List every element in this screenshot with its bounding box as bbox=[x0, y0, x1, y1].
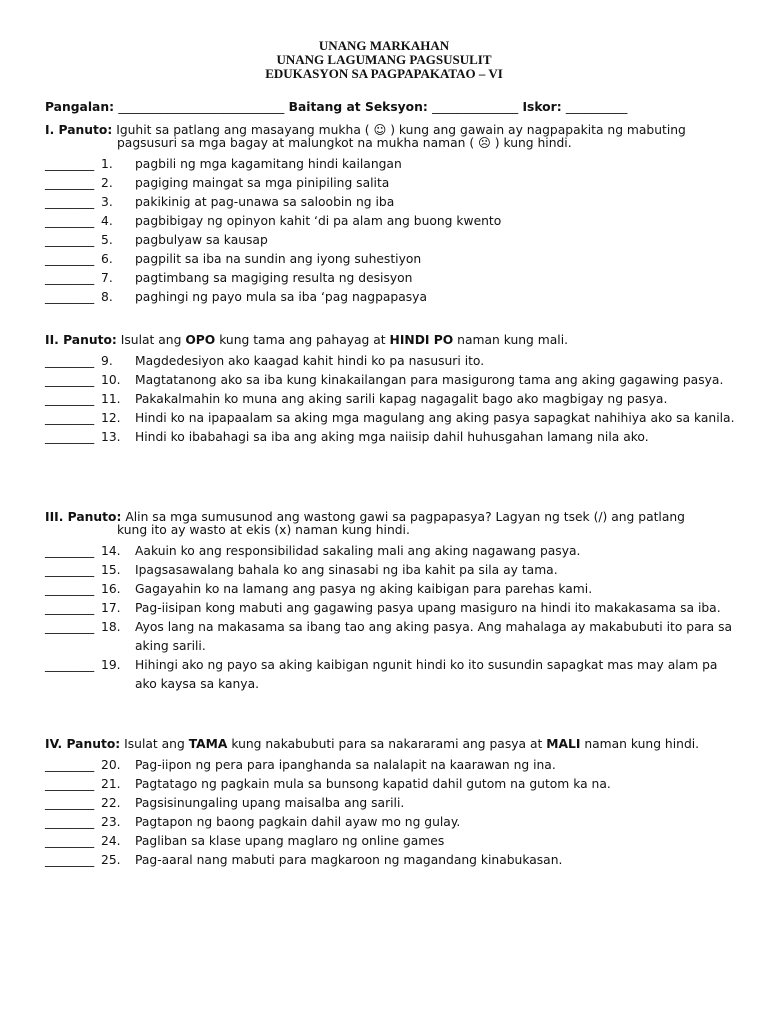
item-text: pagbibigay ng opinyon kahit ‘di pa alam ang buong kwento bbox=[135, 214, 502, 228]
section-3-items bbox=[45, 542, 735, 694]
item-text: Hindi ko na ipapaalam sa aking mga magulang ang aking pasya sapagkat nahihiya ako sa kanila. bbox=[135, 411, 735, 425]
section-2-items bbox=[45, 352, 735, 447]
answer-blank[interactable]: ________ bbox=[45, 411, 95, 425]
item-text: Hihingi ako ng payo sa aking kaibigan ngunit hindi ko ito susundin sapagkat mas may alam pa ako kaysa sa kanya. bbox=[135, 658, 718, 691]
item-number: 13. bbox=[101, 430, 121, 444]
grade-section-blank[interactable]: ______________ bbox=[432, 100, 519, 114]
item-number: 22. bbox=[101, 796, 121, 810]
answer-blank[interactable]: ________ bbox=[45, 758, 95, 772]
item-text: Hindi ko ibabahagi sa iba ang aking mga naiisip dahil huhusgahan lamang nila ako. bbox=[135, 430, 649, 444]
item-number: 23. bbox=[101, 815, 121, 829]
header-quarter: UNANG MARKAHAN bbox=[318, 38, 450, 53]
quiz-item-4 bbox=[45, 212, 735, 231]
item-number: 7. bbox=[101, 271, 113, 285]
section-3-instructions bbox=[45, 511, 735, 537]
answer-keyword-tama: TAMA bbox=[188, 737, 228, 751]
instruction-text: naman kung hindi. bbox=[584, 737, 700, 751]
quiz-item-25 bbox=[45, 851, 735, 870]
answer-blank[interactable]: ________ bbox=[45, 834, 95, 848]
answer-keyword-hindi-po: HINDI PO bbox=[389, 333, 454, 347]
answer-blank[interactable]: ________ bbox=[45, 430, 95, 444]
section-2-label: II. Panuto: bbox=[45, 333, 117, 347]
item-text: pakikinig at pag-unawa sa saloobin ng iba bbox=[135, 195, 395, 209]
answer-blank[interactable]: ________ bbox=[45, 601, 95, 615]
item-number: 19. bbox=[101, 658, 121, 672]
item-number: 4. bbox=[101, 214, 113, 228]
section-1 bbox=[45, 124, 735, 307]
header-subject: EDUKASYON SA PAGPAPAKATAO – VI bbox=[265, 66, 503, 81]
answer-keyword-mali: MALI bbox=[546, 737, 581, 751]
answer-blank[interactable]: ________ bbox=[45, 582, 95, 596]
answer-blank[interactable]: ________ bbox=[45, 233, 95, 247]
item-number: 12. bbox=[101, 411, 121, 425]
answer-blank[interactable]: ________ bbox=[45, 373, 95, 387]
answer-blank[interactable]: ________ bbox=[45, 214, 95, 228]
quiz-item-12 bbox=[45, 409, 735, 428]
answer-blank[interactable]: ________ bbox=[45, 157, 95, 171]
item-text: Magdedesiyon ako kaagad kahit hindi ko pa nasusuri ito. bbox=[135, 354, 485, 368]
item-text: Magtatanong ako sa iba kung kinakailangan para masigurong tama ang aking gagawing pasya. bbox=[135, 373, 724, 387]
item-text: Pagliban sa klase upang maglaro ng online games bbox=[135, 834, 445, 848]
quiz-item-22 bbox=[45, 794, 735, 813]
item-number: 17. bbox=[101, 601, 121, 615]
quiz-item-14 bbox=[45, 542, 735, 561]
answer-blank[interactable]: ________ bbox=[45, 544, 95, 558]
quiz-item-18 bbox=[45, 618, 735, 656]
item-text: pagpilit sa iba na sundin ang iyong suhestiyon bbox=[135, 252, 422, 266]
item-number: 15. bbox=[101, 563, 121, 577]
item-text: pagbili ng mga kagamitang hindi kailangan bbox=[135, 157, 402, 171]
section-4 bbox=[45, 738, 735, 870]
quiz-item-7 bbox=[45, 269, 735, 288]
item-text: Aakuin ko ang responsibilidad sakaling mali ang aking nagawang pasya. bbox=[135, 544, 581, 558]
item-text: pagtimbang sa magiging resulta ng desisyon bbox=[135, 271, 413, 285]
item-text: Pag-iipon ng pera para ipanghanda sa nalalapit na kaarawan ng ina. bbox=[135, 758, 556, 772]
section-1-text-line1: Iguhit sa patlang ang masayang mukha ( ☺ ) kung ang gawain ay nagpapakita ng mabuting bbox=[116, 123, 686, 137]
instruction-text: Isulat ang bbox=[124, 737, 185, 751]
quiz-item-6 bbox=[45, 250, 735, 269]
answer-blank[interactable]: ________ bbox=[45, 796, 95, 810]
answer-blank[interactable]: ________ bbox=[45, 176, 95, 190]
item-number: 5. bbox=[101, 233, 113, 247]
name-label: Pangalan: bbox=[45, 100, 115, 114]
item-number: 3. bbox=[101, 195, 113, 209]
quiz-item-11 bbox=[45, 390, 735, 409]
section-1-text-line2: pagsusuri sa mga bagay at malungkot na mukha naman ( ☹ ) kung hindi. bbox=[117, 136, 572, 150]
quiz-item-21 bbox=[45, 775, 735, 794]
item-text: Pakakalmahin ko muna ang aking sarili kapag nagagalit bago ako magbigay ng pasya. bbox=[135, 392, 668, 406]
section-2-instructions bbox=[45, 334, 735, 347]
item-number: 11. bbox=[101, 392, 121, 406]
answer-blank[interactable]: ________ bbox=[45, 271, 95, 285]
quiz-item-23 bbox=[45, 813, 735, 832]
section-1-items bbox=[45, 155, 735, 307]
score-blank[interactable]: __________ bbox=[565, 100, 628, 114]
item-number: 18. bbox=[101, 620, 121, 634]
section-1-label: I. Panuto: bbox=[45, 123, 113, 137]
item-text: Pagtatago ng pagkain mula sa bunsong kapatid dahil gutom na gutom ka na. bbox=[135, 777, 611, 791]
quiz-item-5 bbox=[45, 231, 735, 250]
answer-blank[interactable]: ________ bbox=[45, 777, 95, 791]
quiz-item-1 bbox=[45, 155, 735, 174]
item-number: 2. bbox=[101, 176, 113, 190]
item-number: 8. bbox=[101, 290, 113, 304]
answer-keyword-opo: OPO bbox=[185, 333, 216, 347]
answer-blank[interactable]: ________ bbox=[45, 354, 95, 368]
item-text: pagbulyaw sa kausap bbox=[135, 233, 268, 247]
section-3-text-line1: Alin sa mga sumusunod ang wastong gawi sa pagpapasya? Lagyan ng tsek (/) ang patlang bbox=[125, 510, 685, 524]
instruction-text: kung nakabubuti para sa nakararami ang pasya at bbox=[231, 737, 543, 751]
answer-blank[interactable]: ________ bbox=[45, 853, 95, 867]
header-test-title: UNANG LAGUMANG PAGSUSULIT bbox=[276, 52, 492, 67]
score-label: Iskor: bbox=[522, 100, 562, 114]
item-number: 1. bbox=[101, 157, 113, 171]
grade-section-label: Baitang at Seksyon: bbox=[288, 100, 428, 114]
item-number: 10. bbox=[101, 373, 121, 387]
answer-blank[interactable]: ________ bbox=[45, 658, 95, 672]
answer-blank[interactable]: ________ bbox=[45, 563, 95, 577]
item-text: Pagtapon ng baong pagkain dahil ayaw mo ng gulay. bbox=[135, 815, 461, 829]
quiz-item-20 bbox=[45, 756, 735, 775]
quiz-item-3 bbox=[45, 193, 735, 212]
instruction-text: kung tama ang pahayag at bbox=[219, 333, 386, 347]
item-text: Ipagsasawalang bahala ko ang sinasabi ng iba kahit pa sila ay tama. bbox=[135, 563, 558, 577]
section-4-instructions bbox=[45, 738, 735, 751]
quiz-item-13 bbox=[45, 428, 735, 447]
item-number: 16. bbox=[101, 582, 121, 596]
item-number: 25. bbox=[101, 853, 121, 867]
quiz-item-2 bbox=[45, 174, 735, 193]
item-text: Ayos lang na makasama sa ibang tao ang aking pasya. Ang mahalaga ay makabubuti ito para sa aking sarili. bbox=[135, 620, 733, 653]
item-text: Pag-aaral nang mabuti para magkaroon ng magandang kinabukasan. bbox=[135, 853, 563, 867]
item-number: 21. bbox=[101, 777, 121, 791]
section-4-label: IV. Panuto: bbox=[45, 737, 121, 751]
section-3-label: III. Panuto: bbox=[45, 510, 122, 524]
section-3 bbox=[45, 511, 735, 694]
document-header bbox=[0, 39, 768, 81]
item-text: Pagsisinungaling upang maisalba ang sarili. bbox=[135, 796, 405, 810]
section-3-text-line2: kung ito ay wasto at ekis (x) naman kung hindi. bbox=[117, 523, 410, 537]
answer-blank[interactable]: ________ bbox=[45, 620, 95, 634]
student-info-line bbox=[45, 100, 627, 114]
instruction-text: Isulat ang bbox=[120, 333, 182, 347]
item-text: Gagayahin ko na lamang ang pasya ng aking kaibigan para parehas kami. bbox=[135, 582, 593, 596]
quiz-item-17 bbox=[45, 599, 735, 618]
quiz-item-8 bbox=[45, 288, 735, 307]
item-text: paghingi ng payo mula sa iba ‘pag nagpapasya bbox=[135, 290, 427, 304]
quiz-item-10 bbox=[45, 371, 735, 390]
item-text: Pag-iisipan kong mabuti ang gagawing pasya upang masiguro na hindi ito makakasama sa iba. bbox=[135, 601, 721, 615]
answer-blank[interactable]: ________ bbox=[45, 392, 95, 406]
item-number: 6. bbox=[101, 252, 113, 266]
name-blank[interactable]: ___________________________ bbox=[118, 100, 285, 114]
quiz-item-9 bbox=[45, 352, 735, 371]
item-number: 9. bbox=[101, 354, 113, 368]
quiz-item-16 bbox=[45, 580, 735, 599]
answer-blank[interactable]: ________ bbox=[45, 290, 95, 304]
section-4-items bbox=[45, 756, 735, 870]
answer-blank[interactable]: ________ bbox=[45, 252, 95, 266]
item-number: 14. bbox=[101, 544, 121, 558]
item-number: 24. bbox=[101, 834, 121, 848]
answer-blank[interactable]: ________ bbox=[45, 195, 95, 209]
quiz-item-19 bbox=[45, 656, 735, 694]
quiz-item-15 bbox=[45, 561, 735, 580]
section-2 bbox=[45, 334, 735, 447]
item-text: pagiging maingat sa mga pinipiling salita bbox=[135, 176, 390, 190]
instruction-text: naman kung mali. bbox=[457, 333, 569, 347]
answer-blank[interactable]: ________ bbox=[45, 815, 95, 829]
section-1-instructions bbox=[45, 124, 735, 150]
quiz-item-24 bbox=[45, 832, 735, 851]
item-number: 20. bbox=[101, 758, 121, 772]
